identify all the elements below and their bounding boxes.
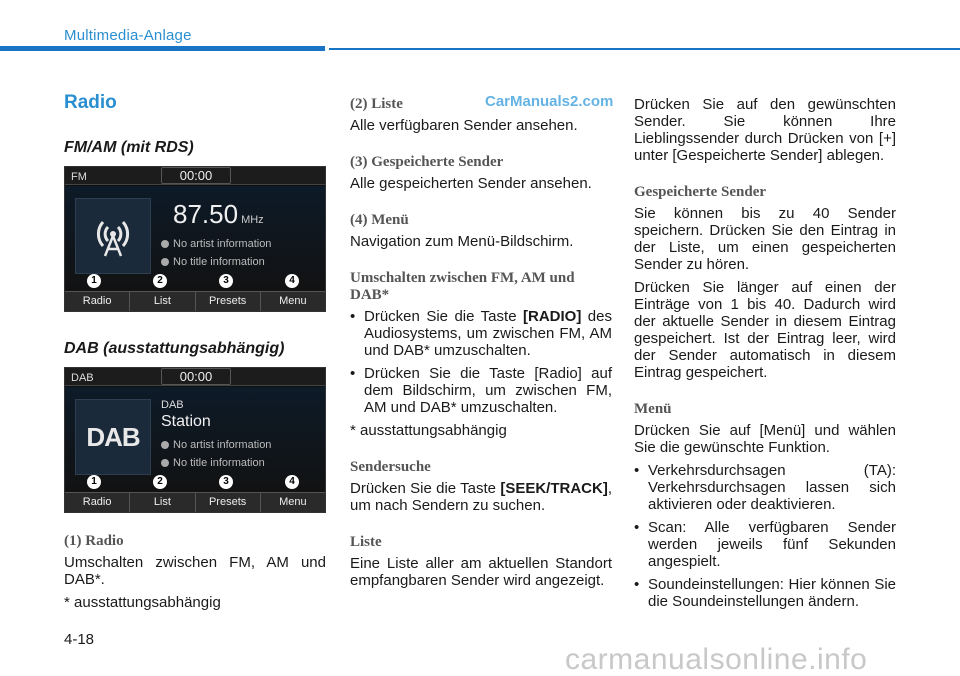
- list-item: • Drücken Sie die Taste [RADIO] des Audiosystems, um zwischen FM, AM und DAB* umzuschalten.: [350, 308, 612, 359]
- screen-mode: FM: [71, 171, 87, 183]
- saved-heading: (3) Gespeicherte Sender: [350, 154, 504, 170]
- saved-stations-text-1: Sie können bis zu 40 Sender speichern. Drücken Sie den Eintrag in der Liste, um einen gespeicherten Sender zu hören.: [634, 205, 896, 273]
- menu-section-heading: Menü: [634, 401, 672, 417]
- saved-text: Alle gespeicherten Sender ansehen.: [350, 175, 592, 192]
- fm-heading: FM/AM (mit RDS): [64, 139, 194, 156]
- radio-heading: (1) Radio: [64, 533, 124, 549]
- menu-options-list: [634, 462, 896, 610]
- menu-text: Navigation zum Menü-Bildschirm.: [350, 233, 574, 250]
- title-info: No title information: [161, 254, 265, 271]
- watermark-top: CarManuals2.com: [485, 93, 614, 110]
- nav-radio-button[interactable]: Radio: [65, 493, 130, 512]
- screen-nav: [65, 492, 325, 512]
- seek-text: Drücken Sie die Taste [SEEK/TRACK], um nach Sendern zu suchen.: [350, 480, 612, 514]
- callout-marker: 1: [87, 274, 101, 288]
- screen-clock: 00:00: [161, 167, 231, 184]
- screen-statusbar: [65, 368, 325, 386]
- nav-menu-button[interactable]: Menu: [279, 496, 307, 508]
- disc-icon: [161, 258, 169, 266]
- radio-text: Umschalten zwischen FM, AM und DAB*.: [64, 554, 326, 588]
- artist-info: No artist information: [161, 236, 271, 253]
- screen-mode: DAB: [71, 372, 94, 384]
- artist-info: No artist information: [161, 437, 271, 454]
- watermark-bottom: carmanualsonline.info: [565, 643, 868, 676]
- radio-key: [RADIO]: [523, 308, 582, 325]
- header-rule-thin: [329, 48, 960, 50]
- dab-heading: DAB (ausstattungsabhängig): [64, 340, 285, 357]
- screen-body: [65, 387, 325, 493]
- saved-stations-text-2: Drücken Sie länger auf einen der Einträge von 1 bis 40. Dadurch wird der aktuelle Sender in diesem Eintrag gespeichert. Ist der Eintrag leer, wird der Sender automatisch in diesem Eintrag gespeichert.: [634, 279, 896, 381]
- nav-presets-button[interactable]: Presets: [196, 292, 261, 311]
- switch-heading: Umschalten zwischen FM, AM und DAB*: [350, 270, 575, 303]
- callout-marker: 2: [153, 475, 167, 489]
- nav-radio-button[interactable]: Radio: [65, 292, 130, 311]
- frequency-value: 87.50: [173, 199, 239, 229]
- nav-list-button[interactable]: List: [130, 493, 195, 512]
- menu-section-text: Drücken Sie auf [Menü] und wählen Sie die gewünschte Funktion.: [634, 422, 896, 456]
- nav-presets-button[interactable]: Presets: [196, 493, 261, 512]
- footnote: * ausstattungsabhängig: [350, 422, 507, 439]
- menu-heading: (4) Menü: [350, 212, 409, 228]
- column-3: [634, 96, 896, 616]
- screen-statusbar: [65, 167, 325, 185]
- intro-text: Drücken Sie auf den gewünschten Sender. Sie können Ihre Lieblingssender durch Drücken von [+] unter [Gespeicherte Sender] ablegen.: [634, 96, 896, 164]
- column-1: [64, 90, 326, 617]
- person-icon: [161, 240, 169, 248]
- radio-tower-icon: [75, 198, 151, 274]
- list2-heading: Liste: [350, 534, 382, 550]
- callout-marker: 4: [285, 475, 299, 489]
- list2-text: Eine Liste aller am aktuellen Standort empfangbaren Sender wird angezeigt.: [350, 555, 612, 589]
- list-text: Alle verfügbaren Sender ansehen.: [350, 117, 578, 134]
- screen-nav: [65, 291, 325, 311]
- disc-icon: [161, 459, 169, 467]
- screen-clock: 00:00: [161, 368, 231, 385]
- list-item: • Verkehrsdurchsagen (TA): Verkehrsdurchsagen lassen sich aktivieren oder deaktivieren.: [634, 462, 896, 513]
- list-heading: (2) Liste: [350, 96, 403, 112]
- dab-logo: DAB: [75, 399, 151, 475]
- callout-marker: 3: [219, 475, 233, 489]
- chapter-title: Multimedia-Anlage: [64, 27, 192, 44]
- column-2: [350, 96, 612, 595]
- station-name: Station: [161, 413, 211, 430]
- callout-markers: [65, 274, 325, 290]
- person-icon: [161, 441, 169, 449]
- dab-label: DAB: [161, 399, 184, 411]
- section-title: Radio: [64, 92, 117, 113]
- callout-marker: 3: [219, 274, 233, 288]
- header-rule-thick: [0, 46, 325, 51]
- page-number: 4-18: [64, 631, 95, 648]
- saved-stations-heading: Gespeicherte Sender: [634, 184, 767, 200]
- seek-key: [SEEK/TRACK]: [500, 480, 608, 497]
- nav-list-button[interactable]: List: [130, 292, 195, 311]
- list-item: • Soundeinstellungen: Hier können Sie die Soundeinstellungen ändern.: [634, 576, 896, 610]
- frequency-display: [173, 199, 264, 229]
- fm-screen: [64, 166, 326, 312]
- switch-list: [350, 308, 612, 416]
- callout-marker: 2: [153, 274, 167, 288]
- radio-note: * ausstattungsabhängig: [64, 594, 221, 611]
- callout-marker: 4: [285, 274, 299, 288]
- title-info: No title information: [161, 455, 265, 472]
- callout-markers: [65, 475, 325, 491]
- list-item: • Scan: Alle verfügbaren Sender werden jeweils fünf Sekunden angespielt.: [634, 519, 896, 570]
- seek-heading: Sendersuche: [350, 459, 431, 475]
- list-item: • Drücken Sie die Taste [Radio] auf dem Bildschirm, um zwischen FM, AM und DAB* umzuschalten.: [350, 365, 612, 416]
- dab-screen: [64, 367, 326, 513]
- frequency-unit: MHz: [241, 214, 264, 226]
- nav-menu-button[interactable]: Menu: [279, 295, 307, 307]
- screen-body: [65, 186, 325, 292]
- callout-marker: 1: [87, 475, 101, 489]
